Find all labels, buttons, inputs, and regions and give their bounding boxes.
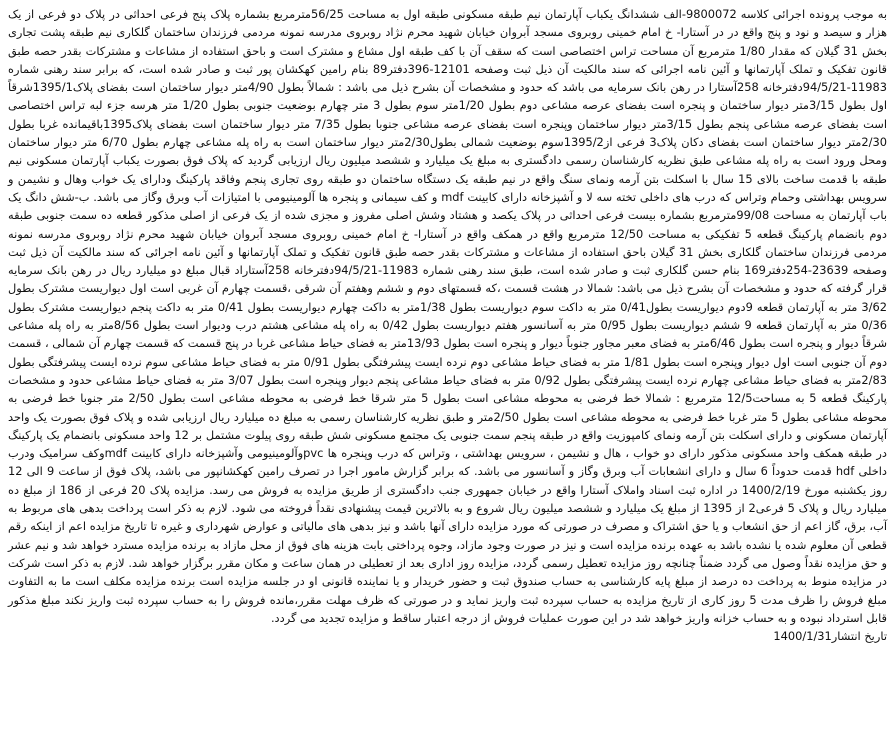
auction-notice-text: به موجب پرونده اجرائی کلاسه 9800072-الف ششدانگ یکباب آپارتمان نیم طبقه مسکونی طبقه اول به مساحت 56/25مترمربع بشماره پلاک پنج فرعی احداثی در پلاک دو فرعی از یک هزار و سیصد و نود و پنج واقع در در آستارا- خ امام خمینی روبروی مسجد آبروان خیابان شهید محرم نژاد روبروی مدرسه نمونه مردمی فرزندان ساختمان گلکاری نیم طبقه پشت تجاری بخش 31 گیلان که مقدار 1/80 مترمربع آن مساحت تراس اختصاصی است که سقف آن با کف طبقه اول مشاع و مشترک است و باحق استفاده از مشاعات و مشترکات بقدر حصه طبق قانون تفکیک و تملک آپارتمانها و آئین نامه اجرائی که سند مالکیت آن ذیل ثبت وصفحه 12101-396دفتر89 بنام رامین کهکشان پور ثبت و صادر شده است، که برابر سند رهنی شماره 11983-94/5/21دفترخانه 258آستارا در رهن بانک سرمایه می باشد که حدود و مشخصات آن بشرح ذیل می باشد : شمالاً بطول 4/90متر دیوار ساختمان است بفضای پلاک1395/1شرقاً اول بطول 3/15متر دیوار ساختمان و پنجره است بفضای عرصه مشاعی دوم بطول 1/20متر سوم بطول 3 متر چهارم بوضعیت جنوبی بطول 1/20 متر هرسه جزء لبه تراس اختصاصی است بفضای عرصه مشاعی پنجم بطول 3/15متر دیوار ساختمان وپنجره است بفضای عرصه مشاعی جنوبا بطول 7/35 متر دیوار ساختمان است بفضای پلاک1395باقیمانده غربا بطول 2/30متر دیوار ساختمان است بفضای دکان پلاک3 فرعی از1395/2سوم بوضعیت شمالی بطول2/30متر دیوار ساختمان است به راه پله مشاعی چهارم بطول 6/70 متر دیوار ساختمان ومحل ورود است به راه پله مشاعی طبق نظریه کارشناسان رسمی دادگستری به مبلغ یک میلیارد و ششصد میلیون ریال ارزیابی گردید که پلاک فوق بصورت یکباب آپارتمان مسکونی نیم طبقه با قدمت ساخت بالای 15 سال با اسکلت بتن آرمه ونمای سنگ واقع در نیم طبقه یک دستگاه ساختمان دو طبقه روی تجاری پنجم وفاقد پارکینگ ودارای یک خواب وهال و نشیمن و سرویس بهداشتی وحمام وتراس که درب های داخلی تخته سه لا و آشپزخانه دارای کابینت mdf و کف سیمانی و پنجره ها آلومینیومی با امتیازات آب وبرق وگاز می باشد. ب-شش دانگ یک باب آپارتمان به مساحت 99/08مترمربع بشماره بیست فرعی احداثی در پلاک یکصد و هشتاد وشش اصلی مفروز و مجزی شده از یک فرعی از اصلی مذکور قطعه ده سمت جنوبی طبقه دوم بانضمام پارکینگ قطعه 5 تفکیکی به مساحت 12/50 مترمربع واقع در همکف واقع در آستارا- خ امام خمینی روبروی مسجد آبروان خیابان شهید محرم نژاد روبروی مدرسه نمونه مردمی فرزندان ساختمان گلکاری بخش 31 گیلان باحق استفاده از مشاعات و مشترکات بقدر حصه طبق قانون تفکیک و تملک آپارتمانها و آئین نامه اجرائی که سند مالکیت آن ذیل ثبت وصفحه 23639-254دفتر169 بنام حسن گلکاری ثبت و صادر شده است، طبق سند رهنی شماره 11983-94/5/21دفترخانه 258آستاراد قبال مبلغ دو میلیارد ریال در رهن بانک سرمایه قرار گرفته که حدود و مشخصات آن بشرح ذیل می باشد: شمالا در هشت قسمت ،که قسمتهای دوم و ششم وهفتم آن شرقی ،قسمت چهارم آن غربی است اول دیواریست مشترک بطول 3/62 متر به آپارتمان قطعه 9دوم دیواریست بطول0/41 متر به داکت سوم دیواریست بطول 1/38متر به داکت چهارم دیواریست بطول 0/41 متر به داکت پنجم دیواریست مشترک بطول 0/36 متر به آپارتمان قطعه 9 ششم دیواریست بطول 0/95 متر به آسانسور هفتم دیواریست بطول 0/42 به راه پله مشاعی هشتم درب ودیوار است بطول 8/56متر به راه پله مشاعی شرقاً دیوار و پنجره است بطول 6/46متر به فضای معبر مجاور جنوباً دیوار و پنجره است بطول 13/93متر به فضای حیاط مشاعی غربا در پنج قسمت که قسمت چهارم آن شمالی ، قسمت دوم آن جنوبی است اول دیوار وپنجره است بطول 1/81 متر به فضای حیاط مشاعی دوم نرده ایست پیشرفتگی بطول 0/91 متر به فضای حیاط مشاعی سوم نرده ایست پیشرفتگی بطول 2/83متر به فضای حیاط مشاعی چهارم نرده ایست پیشرفتگی بطول 0/92 متر به فضای حیاط مشاعی پنجم دیوار وپنجره است بطول 3/07 متر به فضای حیاط مشاعی حدود و مشخصات پارکینگ قطعه 5 به مساحت12/5 مترمربع : شمالا خط فرضی به محوطه مشاعی است بطول 5 متر شرقا خط فرضی به محوطه مشاعی است بطول 2/50 متر جنوبا خط فرضی به محوطه مشاعی بطول 5 متر غربا خط فرضی به محوطه مشاعی است بطول 2/50متر و طبق نظریه کارشناسان رسمی به مبلغ ده میلیارد ریال ارزیابی شده و پلاک فوق بصورت یک واحد آپارتمان مسکونی و دارای اسکلت بتن آرمه ونمای کامپوزیت واقع در طبقه پنجم سمت جنوبی یک مجتمع مسکونی شش طبقه روی پیلوت مشتمل بر 12 واحد مسکونی بانضمام یک پارکینگ در طبقه همکف واحد مسکونی مذکور دارای دو خواب ، هال و نشیمن ، سرویس بهداشتی ، وتراس که درب وپنجره ها pvcوآلومینیومی وآشپزخانه دارای کابینت mdfوکف سرامیک ودرب داخلی hdf قدمت حدوداً 6 سال و دارای انشعابات آب وبرق وگاز و آسانسور می باشد. که برابر گزارش مامور اجرا در تصرف رامین کهکشانپور می باشد، پلاک فوق از ساعت 9 الی 12 روز یکشنبه مورخ 1400/2/19 در اداره ثبت اسناد واملاک آستارا واقع در خیابان جمهوری جنب دادگستری از طریق مزایده به فروش می رسد. مزایده پلاک 20 فرعی از 186 از مبلغ ده میلیارد ریال و پلاک 5 فرعی2 از 1395 از مبلغ یک میلیارد و ششصد میلیون ریال شروع و به بالاترین قیمت پیشنهادی نقداً فروخته می شود. لازم به ذکر است پرداخت بدهی های مربوط به آب، برق، گاز اعم از حق انشعاب و یا حق اشتراک و مصرف در صورتی که مورد مزایده دارای آنها باشد و نیز بدهی های مالیاتی و عوارض شهرداری و غیره تا تاریخ مزایده اعم از اینکه رقم قطعی آن معلوم شده یا نشده باشد به عهده برنده مزایده است و نیز در صورت وجود مازاد، وجوه پرداختی بابت هزینه های فوق از محل مازاد به برنده مزایده مسترد خواهد شد و نیم عشر و حق مزایده نقداً وصول می گردد ضمناً چنانچه روز مزایده تعطیل رسمی گردد، مزایده روز اداری بعد از تعطیلی در همان ساعت و مکان مقرر برگزار خواهد شد. لازم به ذکر است شرکت در مزایده منوط به پرداخت ده درصد از مبلغ پایه کارشناسی به حساب صندوق ثبت و حضور خریدار و یا نماینده قانونی او در جلسه مزایده است برنده مزایده مکلف است ما به التفاوت مبلغ فروش را ظرف مدت 5 روز کاری از تاریخ مزایده به حساب سپرده ثبت واریز نماید و در صورتی که ظرف مهلت مقرر،مانده فروش را به حساب سپرده ثبت واریز نکند مبلغ مذکور قابل استرداد نبوده و به حساب خزانه واریز خواهد شد در این صورت عملیات فروش از درجه اعتبار ساقط و مزایده تجدید می گردد. — [8, 7, 888, 625]
publish-date: تاریخ انتشار1400/1/31 — [773, 629, 887, 644]
